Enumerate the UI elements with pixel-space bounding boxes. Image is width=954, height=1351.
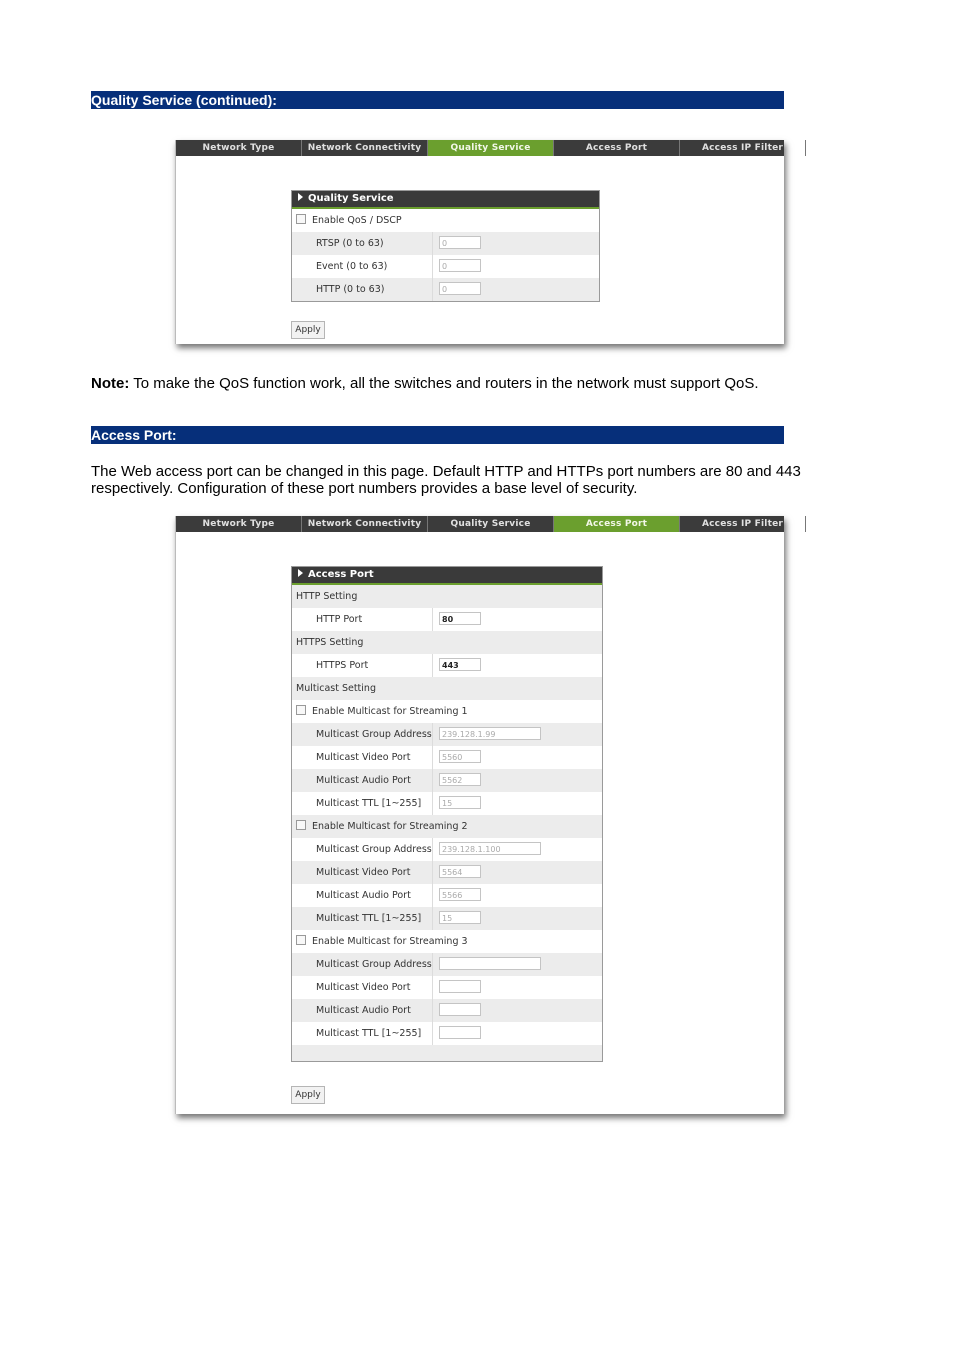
qos-panel-header [292, 191, 599, 209]
stream3-video-input[interactable] [439, 980, 481, 993]
tab-network-connectivity[interactable]: Network Connectivity [302, 140, 428, 156]
tab-bar [176, 140, 784, 156]
tab-quality-service[interactable]: Quality Service [428, 516, 554, 532]
stream2-ttl-input[interactable]: 15 [439, 911, 481, 924]
tab-quality-service[interactable]: Quality Service [428, 140, 554, 156]
tab-access-port[interactable]: Access Port [554, 140, 680, 156]
access-port-panel [291, 566, 603, 1062]
stream2-audio-label: Multicast Audio Port [316, 890, 411, 901]
stream1-video-row [292, 746, 602, 769]
panel-footer-spacer [292, 1045, 602, 1061]
stream2-enable-label: Enable Multicast for Streaming 2 [312, 821, 468, 832]
stream2-enable-checkbox[interactable] [296, 820, 306, 830]
tab-access-ip-filter[interactable]: Access IP Filter [680, 140, 806, 156]
stream1-video-label: Multicast Video Port [316, 752, 411, 763]
section-header-qos: Quality Service (continued): [91, 91, 784, 109]
stream2-ttl-label: Multicast TTL [1~255] [316, 913, 422, 924]
stream2-group-row [292, 838, 602, 861]
stream2-ttl-row [292, 907, 602, 930]
qos-enable-label: Enable QoS / DSCP [312, 215, 402, 226]
stream3-group-label: Multicast Group Address [316, 959, 432, 970]
http-setting-row [292, 585, 602, 608]
qos-event-input[interactable]: 0 [439, 259, 481, 272]
qos-screenshot [175, 140, 784, 344]
stream3-ttl-input[interactable] [439, 1026, 481, 1039]
stream1-group-label: Multicast Group Address [316, 729, 432, 740]
stream3-group-input[interactable] [439, 957, 541, 970]
tab-bar [176, 516, 784, 532]
stream1-enable-row [292, 700, 602, 723]
qos-panel [291, 190, 600, 302]
stream3-video-row [292, 976, 602, 999]
multicast-setting-row [292, 677, 602, 700]
access-description: The Web access port can be changed in this page. Default HTTP and HTTPs port numbers are 80 and 443 respectively. Configuration of these port numbers provides a base level of security. [91, 463, 801, 497]
stream2-video-row [292, 861, 602, 884]
note-text: To make the QoS function work, all the switches and routers in the network must support QoS. [129, 375, 759, 392]
https-setting-label: HTTPS Setting [296, 637, 364, 648]
stream2-group-label: Multicast Group Address [316, 844, 432, 855]
stream3-enable-label: Enable Multicast for Streaming 3 [312, 936, 468, 947]
qos-panel-title: Quality Service [308, 193, 394, 204]
access-panel-title: Access Port [308, 569, 374, 580]
https-port-row [292, 654, 602, 677]
stream3-ttl-label: Multicast TTL [1~255] [316, 1028, 422, 1039]
tab-network-connectivity[interactable]: Network Connectivity [302, 516, 428, 532]
stream1-enable-checkbox[interactable] [296, 705, 306, 715]
access-panel-header [292, 567, 602, 585]
qos-enable-checkbox[interactable] [296, 214, 306, 224]
stream3-audio-label: Multicast Audio Port [316, 1005, 411, 1016]
expand-triangle-icon [298, 193, 303, 201]
stream3-audio-input[interactable] [439, 1003, 481, 1016]
stream1-audio-input[interactable]: 5562 [439, 773, 481, 786]
stream1-enable-label: Enable Multicast for Streaming 1 [312, 706, 468, 717]
stream2-enable-row [292, 815, 602, 838]
stream3-video-label: Multicast Video Port [316, 982, 411, 993]
tab-network-type[interactable]: Network Type [176, 516, 302, 532]
expand-triangle-icon [298, 569, 303, 577]
stream3-group-row [292, 953, 602, 976]
stream1-audio-label: Multicast Audio Port [316, 775, 411, 786]
stream1-video-input[interactable]: 5560 [439, 750, 481, 763]
qos-enable-row [292, 209, 599, 232]
qos-event-row [292, 255, 599, 278]
stream1-ttl-label: Multicast TTL [1~255] [316, 798, 422, 809]
qos-http-input[interactable]: 0 [439, 282, 481, 295]
http-port-input[interactable]: 80 [439, 612, 481, 625]
stream2-video-label: Multicast Video Port [316, 867, 411, 878]
stream2-video-input[interactable]: 5564 [439, 865, 481, 878]
https-port-input[interactable]: 443 [439, 658, 481, 671]
tab-access-port[interactable]: Access Port [554, 516, 680, 532]
qos-rtsp-input[interactable]: 0 [439, 236, 481, 249]
stream3-enable-checkbox[interactable] [296, 935, 306, 945]
access-port-screenshot [175, 516, 784, 1114]
stream1-audio-row [292, 769, 602, 792]
stream1-group-row [292, 723, 602, 746]
https-setting-row [292, 631, 602, 654]
stream2-group-input[interactable]: 239.128.1.100 [439, 842, 541, 855]
qos-event-label: Event (0 to 63) [316, 261, 388, 272]
stream1-group-input[interactable]: 239.128.1.99 [439, 727, 541, 740]
note-paragraph [91, 375, 871, 392]
stream1-ttl-row [292, 792, 602, 815]
stream3-enable-row [292, 930, 602, 953]
note-label: Note: [91, 375, 130, 392]
qos-rtsp-row [292, 232, 599, 255]
https-port-label: HTTPS Port [316, 660, 369, 671]
multicast-setting-label: Multicast Setting [296, 683, 376, 694]
http-port-label: HTTP Port [316, 614, 363, 625]
stream2-audio-row [292, 884, 602, 907]
qos-rtsp-label: RTSP (0 to 63) [316, 238, 384, 249]
stream3-audio-row [292, 999, 602, 1022]
http-port-row [292, 608, 602, 631]
http-setting-label: HTTP Setting [296, 591, 358, 602]
section-header-access-port: Access Port: [91, 426, 784, 444]
stream1-ttl-input[interactable]: 15 [439, 796, 481, 809]
access-apply-button[interactable]: Apply [291, 1086, 325, 1104]
tab-access-ip-filter[interactable]: Access IP Filter [680, 516, 806, 532]
qos-http-row [292, 278, 599, 301]
qos-apply-button[interactable]: Apply [291, 321, 325, 339]
stream2-audio-input[interactable]: 5566 [439, 888, 481, 901]
stream3-ttl-row [292, 1022, 602, 1045]
qos-http-label: HTTP (0 to 63) [316, 284, 385, 295]
tab-network-type[interactable]: Network Type [176, 140, 302, 156]
